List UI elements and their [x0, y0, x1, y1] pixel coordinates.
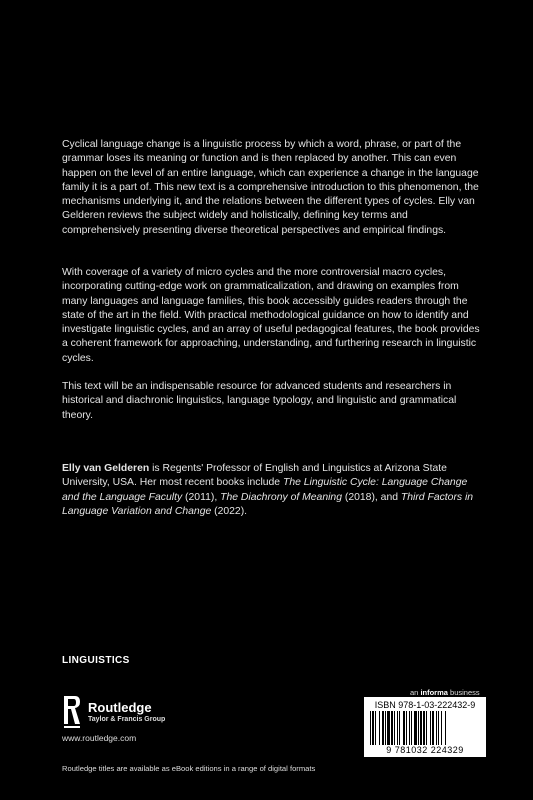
- author-bio: [62, 462, 482, 519]
- description-paragraph-2: With coverage of a variety of micro cycles and the more controversial macro cycles, incorporating cutting-edge work on grammaticalization, and drawing on examples from many languages and language families, this book accessibly guides readers through the state of the art in the field. With practical methodological guidance on how to identify and investigate linguistic cycles, and an array of useful pedagogical features, the book provides a coherent framework for approaching, understanding, and furthering research in linguistic cycles.: [62, 267, 480, 364]
- routledge-r-icon: [62, 694, 82, 730]
- book-title-2: The Diachrony of Meaning: [220, 491, 342, 503]
- bio-text-3: (2018), and: [341, 491, 401, 503]
- isbn-text: ISBN 978-1-03-222432-9: [374, 700, 476, 710]
- publisher-group: Taylor & Francis Group: [88, 715, 166, 723]
- barcode-digits: 9 781032 224329: [386, 745, 464, 755]
- publisher-logo: [62, 692, 165, 732]
- informa-brand: informa: [420, 688, 448, 697]
- informa-suffix: business: [447, 688, 480, 697]
- barcode-icon: [370, 711, 480, 745]
- description-paragraph-1: Cyclical language change is a linguistic process by which a word, phrase, or part of the grammar loses its meaning or function and is then replaced by another. This can even happen on the level of an entire language, which can experience a change in the language family it is a part of. This new text is a comprehensive introduction to this phenomenon, the mechanisms underlying it, and the relations between the different types of cycles. Elly van Gelderen reviews the subject widely and holistically, defining key terms and comprehensively presenting diverse theoretical perspectives and empirical findings.: [62, 139, 479, 236]
- informa-prefix: an: [410, 688, 421, 697]
- publisher-website[interactable]: www.routledge.com: [62, 733, 137, 743]
- ebook-note: Routledge titles are available as eBook editions in a range of digital formats: [62, 764, 316, 773]
- subject-label: LINGUISTICS: [62, 655, 130, 666]
- book-title-1: The Linguistic Cycle: Language Change and the Language Faculty: [62, 477, 468, 503]
- informa-tagline: [410, 688, 480, 697]
- bio-text-1: is Regents' Professor of English and Linguistics at Arizona State University, USA. Her most recent books include: [62, 463, 447, 489]
- publisher-name: Routledge: [88, 699, 152, 715]
- bio-text-4: (2022).: [211, 505, 248, 517]
- description-paragraph-3: This text will be an indispensable resource for advanced students and researchers in historical and diachronic linguistics, language typology, and linguistic and grammatical theory.: [62, 381, 457, 421]
- bio-text-2: (2011),: [182, 491, 221, 503]
- book-title-3: Third Factors in Language Variation and Change: [62, 491, 474, 517]
- barcode-panel: [364, 697, 486, 757]
- author-name: Elly van Gelderen: [62, 463, 150, 474]
